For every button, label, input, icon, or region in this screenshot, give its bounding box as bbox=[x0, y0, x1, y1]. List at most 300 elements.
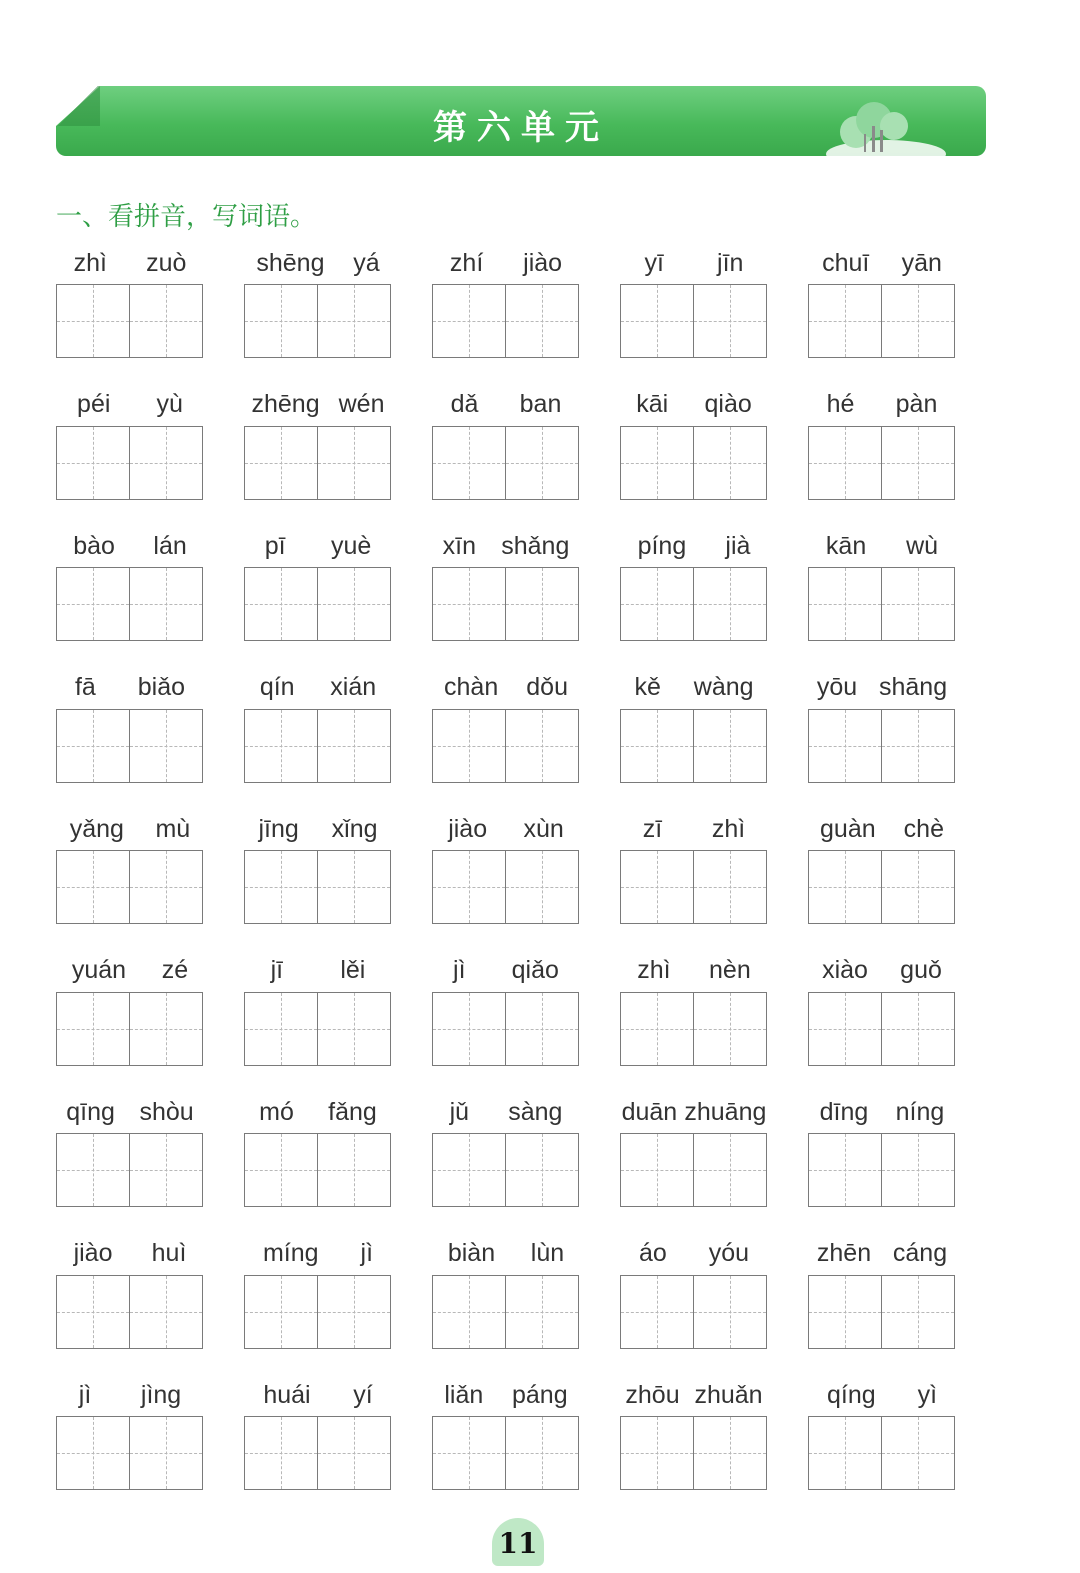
character-box[interactable] bbox=[505, 284, 579, 358]
pinyin-pair bbox=[806, 952, 958, 990]
character-box[interactable] bbox=[317, 284, 391, 358]
writing-boxes bbox=[428, 426, 616, 500]
pinyin-syllable: jīng bbox=[258, 814, 299, 843]
pinyin-syllable: lán bbox=[153, 531, 187, 560]
word-item bbox=[616, 669, 804, 811]
character-box[interactable] bbox=[881, 709, 955, 783]
character-box[interactable] bbox=[620, 850, 694, 924]
character-box[interactable] bbox=[244, 426, 318, 500]
pinyin-pair bbox=[618, 1093, 770, 1131]
pinyin-syllable: xīn bbox=[442, 531, 476, 560]
writing-boxes bbox=[616, 1416, 804, 1490]
pinyin-syllable: zhōu bbox=[625, 1380, 680, 1409]
pinyin-syllable: guǒ bbox=[900, 956, 942, 984]
character-box[interactable] bbox=[56, 426, 130, 500]
character-box[interactable] bbox=[317, 850, 391, 924]
pinyin-syllable: lùn bbox=[530, 1239, 565, 1267]
word-item bbox=[428, 810, 616, 952]
character-box[interactable] bbox=[432, 709, 506, 783]
word-row bbox=[52, 386, 992, 528]
word-item bbox=[804, 810, 992, 952]
character-box[interactable] bbox=[317, 1416, 391, 1490]
word-item bbox=[240, 952, 428, 1094]
pinyin-syllable: sàng bbox=[508, 1097, 563, 1126]
character-box[interactable] bbox=[505, 1133, 579, 1207]
character-box[interactable] bbox=[244, 1275, 318, 1349]
pinyin-syllable: xùn bbox=[523, 814, 564, 843]
writing-boxes bbox=[52, 284, 240, 358]
character-box[interactable] bbox=[693, 1416, 767, 1490]
pinyin-syllable: dīng bbox=[819, 1097, 869, 1126]
pinyin-syllable: jìng bbox=[140, 1380, 182, 1409]
writing-boxes bbox=[428, 1416, 616, 1490]
pinyin-syllable: xǐng bbox=[331, 814, 378, 843]
writing-boxes bbox=[52, 850, 240, 924]
pinyin-syllable: chàn bbox=[444, 673, 499, 701]
pinyin-syllable: míng bbox=[262, 1239, 319, 1267]
character-box[interactable] bbox=[881, 992, 955, 1066]
pinyin-syllable: yóu bbox=[708, 1239, 750, 1267]
pinyin-syllable: jiào bbox=[448, 814, 488, 843]
word-row bbox=[52, 669, 992, 811]
writing-boxes bbox=[804, 992, 992, 1066]
character-box[interactable] bbox=[505, 1275, 579, 1349]
word-item bbox=[616, 1376, 804, 1518]
word-item bbox=[804, 1235, 992, 1377]
character-box[interactable] bbox=[881, 850, 955, 924]
character-box[interactable] bbox=[56, 850, 130, 924]
pinyin-syllable: zhì bbox=[73, 248, 107, 277]
pinyin-pair bbox=[54, 810, 206, 848]
pinyin-pair bbox=[618, 669, 770, 707]
word-item bbox=[240, 1376, 428, 1518]
pinyin-syllable: zī bbox=[642, 814, 663, 843]
writing-boxes bbox=[428, 567, 616, 641]
character-box[interactable] bbox=[432, 567, 506, 641]
character-box[interactable] bbox=[620, 426, 694, 500]
pinyin-syllable: mù bbox=[155, 814, 191, 843]
word-item bbox=[52, 952, 240, 1094]
writing-boxes bbox=[240, 1275, 428, 1349]
word-item bbox=[616, 1235, 804, 1377]
character-box[interactable] bbox=[881, 1133, 955, 1207]
pinyin-syllable: fǎng bbox=[328, 1097, 377, 1126]
word-row bbox=[52, 1376, 992, 1518]
writing-boxes bbox=[240, 426, 428, 500]
writing-boxes bbox=[52, 1275, 240, 1349]
word-item bbox=[804, 386, 992, 528]
character-box[interactable] bbox=[505, 1416, 579, 1490]
writing-boxes bbox=[804, 284, 992, 358]
writing-boxes bbox=[52, 709, 240, 783]
character-box[interactable] bbox=[620, 1416, 694, 1490]
character-box[interactable] bbox=[317, 1133, 391, 1207]
character-box[interactable] bbox=[620, 1275, 694, 1349]
character-box[interactable] bbox=[244, 567, 318, 641]
pinyin-pair bbox=[618, 244, 770, 282]
character-box[interactable] bbox=[881, 1416, 955, 1490]
word-row bbox=[52, 952, 992, 1094]
writing-boxes bbox=[616, 709, 804, 783]
pinyin-pair bbox=[618, 952, 770, 990]
writing-boxes bbox=[428, 284, 616, 358]
character-box[interactable] bbox=[244, 709, 318, 783]
word-item bbox=[52, 244, 240, 386]
pinyin-syllable: jì bbox=[453, 956, 466, 984]
word-item bbox=[616, 1093, 804, 1235]
word-item bbox=[616, 810, 804, 952]
pinyin-syllable: yǎng bbox=[69, 814, 124, 843]
writing-boxes bbox=[804, 850, 992, 924]
character-box[interactable] bbox=[505, 567, 579, 641]
word-item bbox=[804, 1376, 992, 1518]
writing-boxes bbox=[616, 1133, 804, 1207]
pinyin-syllable: wén bbox=[338, 390, 385, 418]
word-item bbox=[240, 527, 428, 669]
character-box[interactable] bbox=[129, 426, 203, 500]
word-item bbox=[52, 386, 240, 528]
writing-boxes bbox=[52, 992, 240, 1066]
character-box[interactable] bbox=[881, 284, 955, 358]
pinyin-syllable: zhuǎn bbox=[694, 1380, 763, 1409]
character-box[interactable] bbox=[693, 709, 767, 783]
writing-boxes bbox=[52, 1416, 240, 1490]
writing-boxes bbox=[616, 1275, 804, 1349]
pinyin-syllable: pī bbox=[264, 531, 286, 560]
character-box[interactable] bbox=[620, 992, 694, 1066]
word-item bbox=[240, 244, 428, 386]
character-box[interactable] bbox=[317, 1275, 391, 1349]
word-item bbox=[240, 1093, 428, 1235]
word-item bbox=[428, 527, 616, 669]
writing-boxes bbox=[616, 992, 804, 1066]
character-box[interactable] bbox=[129, 1416, 203, 1490]
pinyin-pair bbox=[430, 669, 582, 707]
character-box[interactable] bbox=[505, 992, 579, 1066]
character-box[interactable] bbox=[129, 567, 203, 641]
writing-boxes bbox=[52, 1133, 240, 1207]
pinyin-syllable: dǎ bbox=[450, 390, 479, 418]
pinyin-syllable: jǔ bbox=[449, 1097, 470, 1126]
word-item bbox=[616, 244, 804, 386]
section-title: 一、看拼音，写词语。 bbox=[56, 202, 317, 232]
pinyin-syllable: qiào bbox=[704, 390, 752, 418]
character-box[interactable] bbox=[432, 1133, 506, 1207]
character-box[interactable] bbox=[317, 992, 391, 1066]
character-box[interactable] bbox=[693, 1275, 767, 1349]
character-box[interactable] bbox=[505, 850, 579, 924]
word-item bbox=[52, 527, 240, 669]
word-item bbox=[52, 810, 240, 952]
character-box[interactable] bbox=[693, 284, 767, 358]
character-box[interactable] bbox=[56, 284, 130, 358]
character-box[interactable] bbox=[244, 284, 318, 358]
word-item bbox=[52, 1235, 240, 1377]
character-box[interactable] bbox=[432, 1275, 506, 1349]
pinyin-pair bbox=[430, 386, 582, 424]
word-row bbox=[52, 1235, 992, 1377]
pinyin-syllable: pàn bbox=[895, 390, 938, 418]
character-box[interactable] bbox=[808, 992, 882, 1066]
pinyin-pair bbox=[430, 952, 582, 990]
character-box[interactable] bbox=[693, 992, 767, 1066]
pinyin-syllable: lěi bbox=[340, 956, 366, 984]
pinyin-pair bbox=[806, 1235, 958, 1273]
character-box[interactable] bbox=[317, 567, 391, 641]
character-box[interactable] bbox=[56, 1275, 130, 1349]
pinyin-pair bbox=[430, 1093, 582, 1131]
character-box[interactable] bbox=[317, 426, 391, 500]
word-row bbox=[52, 244, 992, 386]
character-box[interactable] bbox=[808, 567, 882, 641]
pinyin-syllable: fā bbox=[74, 673, 96, 701]
word-item bbox=[240, 669, 428, 811]
character-box[interactable] bbox=[432, 992, 506, 1066]
pinyin-pair bbox=[430, 1235, 582, 1273]
character-box[interactable] bbox=[244, 1133, 318, 1207]
word-item bbox=[804, 1093, 992, 1235]
writing-boxes bbox=[240, 992, 428, 1066]
writing-boxes bbox=[240, 284, 428, 358]
character-box[interactable] bbox=[693, 567, 767, 641]
pinyin-pair bbox=[430, 527, 582, 565]
pinyin-pair bbox=[806, 244, 958, 282]
character-box[interactable] bbox=[56, 709, 130, 783]
pinyin-syllable: zé bbox=[161, 956, 189, 984]
pinyin-pair bbox=[242, 1376, 394, 1414]
word-item bbox=[240, 810, 428, 952]
character-box[interactable] bbox=[881, 567, 955, 641]
pinyin-syllable: jì bbox=[360, 1239, 374, 1267]
character-box[interactable] bbox=[432, 850, 506, 924]
word-item bbox=[428, 244, 616, 386]
word-item bbox=[804, 244, 992, 386]
character-box[interactable] bbox=[244, 992, 318, 1066]
pinyin-syllable: duān bbox=[621, 1097, 678, 1126]
pinyin-syllable: biàn bbox=[447, 1239, 496, 1267]
character-box[interactable] bbox=[620, 709, 694, 783]
character-box[interactable] bbox=[505, 426, 579, 500]
word-item bbox=[616, 386, 804, 528]
pinyin-pair bbox=[54, 669, 206, 707]
word-item bbox=[52, 1376, 240, 1518]
pinyin-syllable: yí bbox=[353, 1380, 373, 1409]
pinyin-syllable: xiào bbox=[822, 956, 868, 984]
character-box[interactable] bbox=[56, 1416, 130, 1490]
character-box[interactable] bbox=[808, 1416, 882, 1490]
character-box[interactable] bbox=[620, 567, 694, 641]
pinyin-syllable: qíng bbox=[826, 1380, 876, 1409]
pinyin-pair bbox=[242, 810, 394, 848]
pinyin-pair bbox=[806, 1093, 958, 1131]
pinyin-syllable: nèn bbox=[709, 956, 751, 984]
writing-boxes bbox=[428, 1275, 616, 1349]
character-box[interactable] bbox=[881, 426, 955, 500]
word-item bbox=[804, 952, 992, 1094]
pinyin-pair bbox=[54, 1235, 206, 1273]
pinyin-syllable: péi bbox=[77, 390, 111, 418]
pinyin-syllable: shǎng bbox=[501, 531, 570, 560]
pinyin-syllable: níng bbox=[895, 1097, 945, 1126]
pinyin-pair bbox=[242, 386, 394, 424]
character-box[interactable] bbox=[129, 709, 203, 783]
pinyin-syllable: zhēng bbox=[251, 390, 320, 418]
writing-boxes bbox=[804, 567, 992, 641]
word-item bbox=[616, 952, 804, 1094]
pinyin-syllable: chuī bbox=[822, 248, 870, 277]
character-box[interactable] bbox=[432, 284, 506, 358]
pinyin-pair bbox=[242, 244, 394, 282]
character-box[interactable] bbox=[56, 1133, 130, 1207]
writing-boxes bbox=[616, 284, 804, 358]
character-box[interactable] bbox=[693, 426, 767, 500]
character-box[interactable] bbox=[620, 1133, 694, 1207]
character-box[interactable] bbox=[244, 1416, 318, 1490]
pinyin-pair bbox=[54, 952, 206, 990]
pinyin-pair bbox=[242, 527, 394, 565]
tree-icon bbox=[826, 96, 946, 156]
pinyin-syllable: áo bbox=[638, 1239, 667, 1267]
page-number: 11 bbox=[492, 1518, 544, 1566]
pinyin-syllable: yōu bbox=[816, 673, 858, 701]
character-box[interactable] bbox=[808, 284, 882, 358]
pinyin-syllable: mó bbox=[259, 1097, 294, 1126]
pinyin-syllable: yù bbox=[156, 390, 183, 418]
pinyin-syllable: yuán bbox=[71, 956, 127, 984]
word-row bbox=[52, 810, 992, 952]
pinyin-pair bbox=[618, 810, 770, 848]
writing-boxes bbox=[804, 1416, 992, 1490]
character-box[interactable] bbox=[129, 850, 203, 924]
pinyin-syllable: hé bbox=[826, 390, 855, 418]
word-item bbox=[428, 952, 616, 1094]
word-item bbox=[240, 386, 428, 528]
writing-boxes bbox=[428, 850, 616, 924]
pinyin-pair bbox=[54, 244, 206, 282]
word-item bbox=[52, 1093, 240, 1235]
writing-boxes bbox=[428, 709, 616, 783]
word-item bbox=[428, 1376, 616, 1518]
character-box[interactable] bbox=[317, 709, 391, 783]
pinyin-pair bbox=[54, 527, 206, 565]
character-box[interactable] bbox=[808, 709, 882, 783]
character-box[interactable] bbox=[693, 850, 767, 924]
pinyin-syllable: guàn bbox=[820, 814, 876, 843]
character-box[interactable] bbox=[505, 709, 579, 783]
banner-fold-shadow bbox=[56, 86, 100, 126]
character-box[interactable] bbox=[432, 426, 506, 500]
pinyin-syllable: shāng bbox=[878, 673, 948, 701]
writing-boxes bbox=[52, 567, 240, 641]
writing-boxes bbox=[240, 850, 428, 924]
pinyin-pair bbox=[430, 1376, 582, 1414]
character-box[interactable] bbox=[808, 1275, 882, 1349]
writing-boxes bbox=[804, 1275, 992, 1349]
character-box[interactable] bbox=[56, 567, 130, 641]
character-box[interactable] bbox=[129, 1133, 203, 1207]
writing-boxes bbox=[804, 1133, 992, 1207]
writing-boxes bbox=[616, 850, 804, 924]
character-box[interactable] bbox=[808, 426, 882, 500]
word-item bbox=[616, 527, 804, 669]
character-box[interactable] bbox=[129, 992, 203, 1066]
pinyin-syllable: píng bbox=[637, 531, 687, 560]
pinyin-syllable: jīn bbox=[717, 248, 744, 277]
pinyin-pair bbox=[242, 669, 394, 707]
writing-boxes bbox=[616, 567, 804, 641]
pinyin-syllable: kān bbox=[825, 531, 867, 560]
word-item bbox=[428, 1235, 616, 1377]
pinyin-pair bbox=[618, 1235, 770, 1273]
word-item bbox=[804, 527, 992, 669]
writing-boxes bbox=[804, 709, 992, 783]
character-box[interactable] bbox=[129, 284, 203, 358]
pinyin-syllable: liǎn bbox=[444, 1380, 484, 1409]
pinyin-pair bbox=[806, 1376, 958, 1414]
character-box[interactable] bbox=[56, 992, 130, 1066]
character-box[interactable] bbox=[244, 850, 318, 924]
pinyin-syllable: shòu bbox=[139, 1097, 194, 1126]
unit-title: 第六单元 bbox=[433, 108, 609, 148]
pinyin-syllable: jiào bbox=[523, 248, 563, 277]
pinyin-syllable: qiǎo bbox=[511, 956, 559, 984]
word-item bbox=[804, 669, 992, 811]
pinyin-pair bbox=[806, 669, 958, 707]
character-box[interactable] bbox=[808, 1133, 882, 1207]
pinyin-syllable: wù bbox=[906, 531, 939, 560]
pinyin-pair bbox=[806, 527, 958, 565]
pinyin-syllable: cáng bbox=[892, 1239, 948, 1267]
pinyin-pair bbox=[54, 386, 206, 424]
pinyin-syllable: kě bbox=[634, 673, 661, 701]
pinyin-syllable: jiào bbox=[73, 1239, 113, 1267]
character-box[interactable] bbox=[432, 1416, 506, 1490]
pinyin-syllable: yī bbox=[644, 248, 664, 277]
pinyin-pair bbox=[618, 386, 770, 424]
word-item bbox=[240, 1235, 428, 1377]
unit-banner bbox=[56, 86, 986, 156]
pinyin-syllable: chè bbox=[903, 814, 944, 843]
character-box[interactable] bbox=[129, 1275, 203, 1349]
writing-boxes bbox=[240, 1133, 428, 1207]
writing-boxes bbox=[804, 426, 992, 500]
pinyin-syllable: wàng bbox=[693, 673, 754, 701]
character-box[interactable] bbox=[620, 284, 694, 358]
pinyin-syllable: jī bbox=[270, 956, 284, 984]
pinyin-syllable: yuè bbox=[330, 531, 372, 560]
pinyin-syllable: dǒu bbox=[526, 673, 568, 701]
character-box[interactable] bbox=[881, 1275, 955, 1349]
writing-boxes bbox=[240, 1416, 428, 1490]
pinyin-syllable: zhì bbox=[637, 956, 671, 984]
pinyin-pair bbox=[430, 244, 582, 282]
pinyin-pair bbox=[806, 386, 958, 424]
pinyin-syllable: yān bbox=[901, 248, 942, 277]
writing-boxes bbox=[428, 1133, 616, 1207]
pinyin-syllable: kāi bbox=[636, 390, 669, 418]
pinyin-pair bbox=[54, 1376, 206, 1414]
character-box[interactable] bbox=[693, 1133, 767, 1207]
pinyin-syllable: xián bbox=[330, 673, 377, 701]
word-row bbox=[52, 1093, 992, 1235]
writing-boxes bbox=[240, 567, 428, 641]
pinyin-pair bbox=[242, 1235, 394, 1273]
pinyin-syllable: ban bbox=[519, 390, 562, 418]
pinyin-writing-grid bbox=[52, 244, 992, 1518]
character-box[interactable] bbox=[808, 850, 882, 924]
writing-boxes bbox=[616, 426, 804, 500]
writing-boxes bbox=[240, 709, 428, 783]
